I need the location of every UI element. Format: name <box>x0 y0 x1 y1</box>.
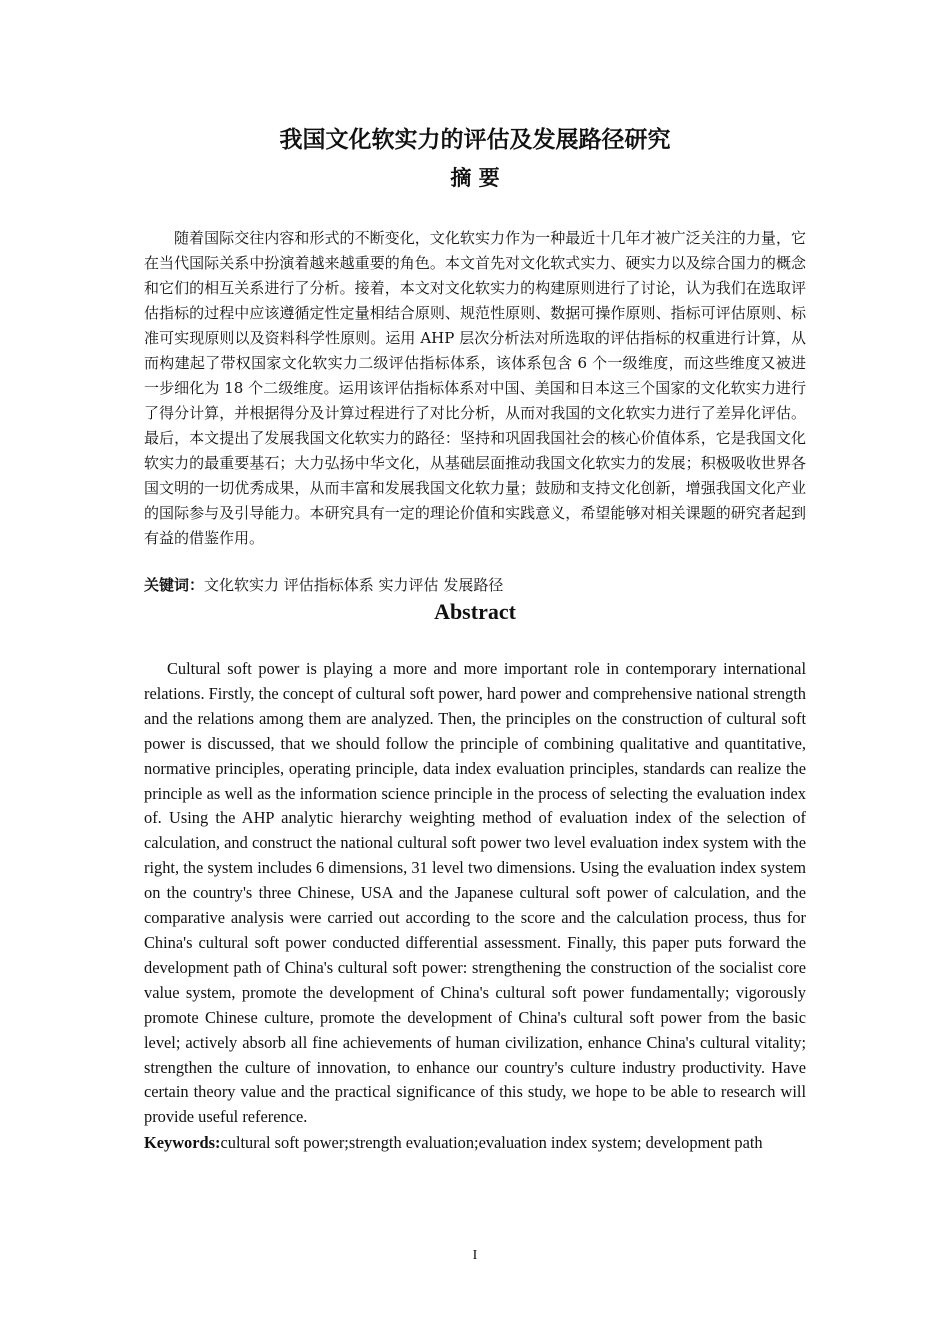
english-keywords <box>144 1130 806 1155</box>
page-number: I <box>472 1248 478 1263</box>
english-abstract-heading: Abstract <box>434 599 516 624</box>
chinese-keywords <box>144 573 806 598</box>
english-keywords-label: Keywords: <box>144 1133 221 1152</box>
chinese-keywords-label: 关键词： <box>144 576 205 594</box>
chinese-abstract-heading: 摘 要 <box>450 165 500 190</box>
chinese-keywords-text: 文化软实力 评估指标体系 实力评估 发展路径 <box>204 576 504 594</box>
chinese-abstract-body: 随着国际交往内容和形式的不断变化，文化软实力作为一种最近十几年才被广泛关注的力量，它在当代国际关系中扮演着越来越重要的角色。本文首先对文化软式实力、硬实力以及综合国力的概念和它们的相互关系进行了分析。接着，本文对文化软实力的构建原则进行了讨论，认为我们在选取评估指标的过程中应该遵循定性定量相结合原则、规范性原则、数据可操作原则、指标可评估原则、标准可实现原则以及资料科学性原则。运用 AHP 层次分析法对所选取的评估指标的权重进行计算，从而构建起了带权国家文化软实力二级评估指标体系，该体系包含 6 个一级维度，而这些维度又被进一步细化为 18 个二级维度。运用该评估指标体系对中国、美国和日本这三个国家的文化软实力进行了得分计算，并根据得分及计算过程进行了对比分析，从而对我国的文化软实力进行了差异化评估。最后，本文提出了发展我国文化软实力的路径：坚持和巩固我国社会的核心价值体系，它是我国文化软实力的最重要基石；大力弘扬中华文化，从基础层面推动我国文化软实力的发展；积极吸收世界各国文明的一切优秀成果，从而丰富和发展我国文化软力量；鼓励和支持文化创新，增强我国文化产业的国际参与及引导能力。本研究具有一定的理论价值和实践意义，希望能够对相关课题的研究者起到有益的借鉴作用。 <box>144 229 806 547</box>
english-keywords-text: cultural soft power;strength evaluation;evaluation index system; development path <box>220 1133 763 1152</box>
english-abstract-body: Cultural soft power is playing a more and more important role in contemporary international relations. Firstly, the concept of cultural soft power, hard power and comprehensive national strength and the relations among them are analyzed. Then, the principles on the construction of cultural soft power is discussed, that we should follow the principle of combining qualitative and quantitative, normative principles, operating principle, data index evaluation principles, standards can realize the principle as well as the information science principle in the process of selecting the evaluation index of. Using the AHP analytic hierarchy weighting method of evaluation index of the selection of calculation, and construct the national cultural soft power two level evaluation index system with the right, the system includes 6 dimensions, 31 level two dimensions. Using the evaluation index system on the country's three Chinese, USA and the Japanese cultural soft power of calculation, and the comparative analysis were carried out according to the score and the calculation process, thus for China's cultural soft power conducted differential assessment. Finally, this paper puts forward the development path of China's cultural soft power: strengthening the construction of the socialist core value system, promote the development of China's cultural soft power fundamentally; vigorously promote Chinese culture, promote the development of China's cultural soft power from the basic level; actively absorb all fine achievements of human civilization, enhance China's cultural vitality; strengthen the culture of innovation, to enhance our country's culture industry productivity. Have certain theory value and the practical significance of this study, we hope to be able to research will provide useful reference. <box>144 659 806 1127</box>
paper-title: 我国文化软实力的评估及发展路径研究 <box>279 126 671 153</box>
